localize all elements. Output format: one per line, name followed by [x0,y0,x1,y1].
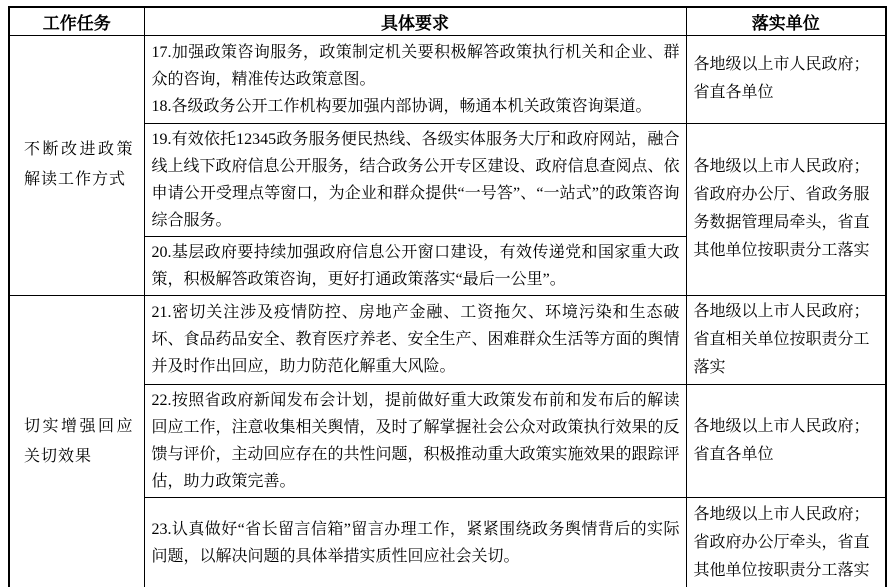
requirement-cell-17-18 [144,35,686,123]
unit-cell-22: 各地级以上市人民政府；省直各单位 [686,384,886,497]
requirement-cell-19 [144,123,686,236]
document-page [0,6,891,587]
requirement-cell-23 [144,497,686,587]
header-unit-column: 落实单位 [686,7,886,35]
requirement-item-20: 20.基层政府要持续加强政府信息公开窗口建设，有效传递党和国家重大政策，积极解答政策咨询，更好打通政策落实“最后一公里”。 [151,243,680,288]
unit-cell-19-20: 各地级以上市人民政府；省政府办公厅、省政务服务数据管理局牵头，省直其他单位按职责分工落实 [686,123,886,295]
requirement-cell-20 [144,236,686,295]
requirement-item-22: 22.按照省政府新闻发布会计划，提前做好重大政策发布前和发布后的解读回应工作，注意收集相关舆情，及时了解掌握社会公众对政策执行效果的反馈与评价，主动回应存在的共性问题，积极推动重大政策实施效果的跟踪评估，助力政策完善。 [151,391,680,490]
unit-cell-21: 各地级以上市人民政府；省直相关单位按职责分工落实 [686,295,886,384]
requirement-item-18: 18.各级政务公开工作机构要加强内部协调，畅通本机关政策咨询渠道。 [151,97,652,115]
requirement-item-21: 21.密切关注涉及疫情防控、房地产金融、工资拖欠、环境污染和生态破坏、食品药品安全、教育医疗养老、安全生产、困难群众生活等方面的舆情并及时作出回应，助力防范化解重大风险。 [151,304,680,375]
header-requirements-column: 具体要求 [144,7,686,35]
task-cell-policy-interpretation: 不断改进政策解读工作方式 [9,35,144,295]
table-row [9,295,886,384]
task-table [8,6,887,587]
requirement-cell-21 [144,295,686,384]
task-cell-response-concerns: 切实增强回应关切效果 [9,295,144,587]
requirement-cell-22 [144,384,686,497]
header-row [9,7,886,35]
requirement-item-19: 19.有效依托12345政务服务便民热线、各级实体服务大厅和政府网站，融合线上线下政府信息公开服务，结合政务公开专区建设、政府信息查阅点、依申请公开受理点等窗口，为企业和群众提供“一号答”、“一站式”的政策咨询综合服务。 [151,130,680,229]
table-row [9,35,886,123]
header-task-column: 工作任务 [9,7,144,35]
requirement-item-23: 23.认真做好“省长留言信箱”留言办理工作，紧紧围绕政务舆情背后的实际问题，以解决问题的具体举措实质性回应社会关切。 [151,521,680,566]
unit-cell-17-18: 各地级以上市人民政府；省直各单位 [686,35,886,123]
unit-cell-23: 各地级以上市人民政府；省政府办公厅牵头，省直其他单位按职责分工落实 [686,497,886,587]
requirement-item-17: 17.加强政策咨询服务，政策制定机关要积极解答政策执行机关和企业、群众的咨询，精准传达政策意图。 [151,43,680,88]
